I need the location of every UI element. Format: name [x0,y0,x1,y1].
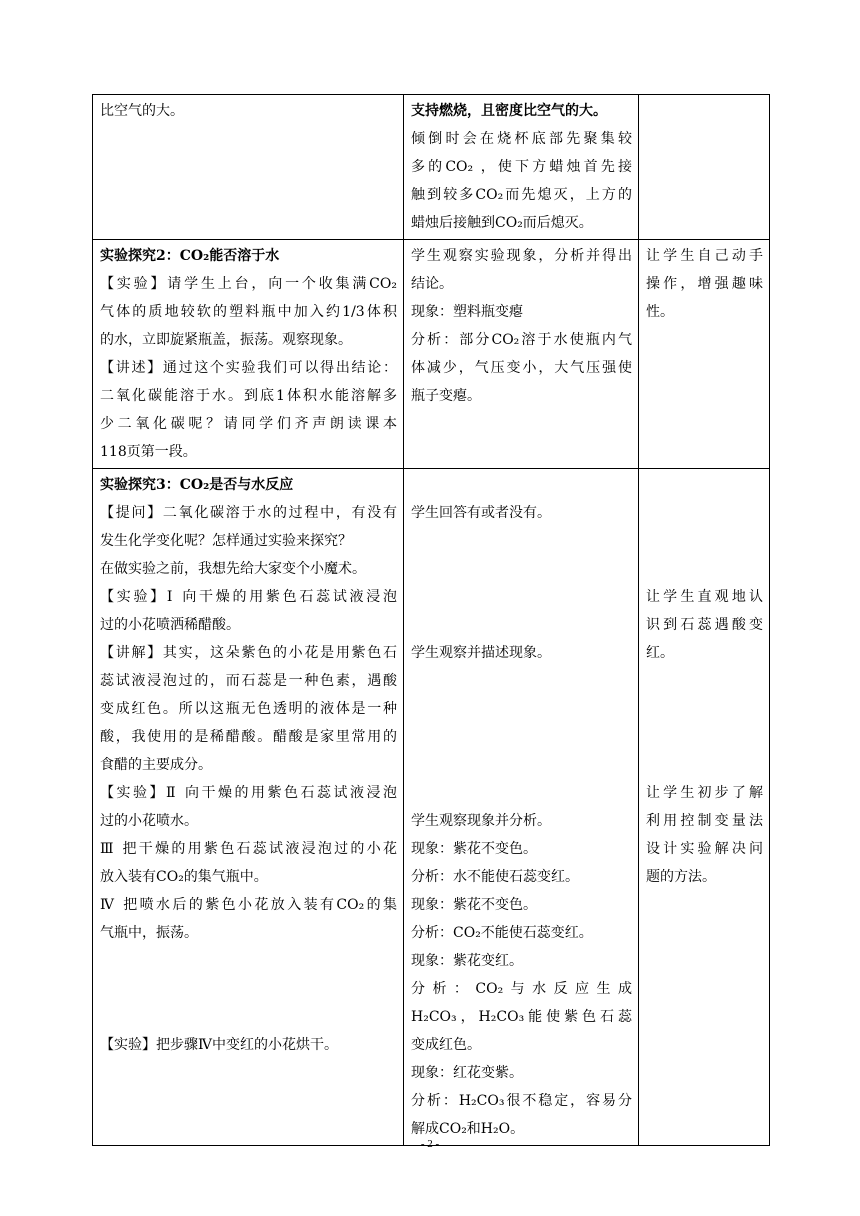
text-line: 让学生初步了解 [646,785,763,801]
spacer [646,555,763,583]
spacer [646,667,763,695]
text-line: 【实验】Ⅰ 向干燥的用紫色石蕊试液浸泡 [100,589,397,605]
student-activity-cell [404,469,639,1146]
text-line: 现象：紫花不变色。 [411,841,537,857]
text-line: 学生观察实验现象，分析并得出 [411,248,632,264]
teacher-activity-cell [93,95,404,240]
text-line: 过的小花喷洒稀醋酸。 [100,617,240,633]
text-line: 让学生自己动手 [646,248,763,264]
text-line: 气瓶中，振荡。 [100,925,198,941]
text-line: 二氧化碳能溶于水。到底1体积水能溶解多 [100,388,397,404]
page-number: - 2 - [420,1138,440,1150]
spacer [646,723,763,751]
text-line: 体减少，气压变小，大气压强使 [411,360,632,376]
text-line: 【提问】二氧化碳溶于水的过程中，有没有 [100,505,397,521]
text-line: 在做实验之前，我想先给大家变个小魔术。 [100,561,366,577]
text-line: 性。 [646,304,674,320]
spacer [411,751,632,779]
text-line: Ⅳ 把喷水后的紫色小花放入装有CO₂的集 [100,897,397,913]
spacer [411,723,632,751]
spacer [411,471,632,499]
teacher-activity-cell [93,469,404,1146]
text-line: 红。 [646,645,674,661]
text-line: 现象：紫花不变色。 [411,897,537,913]
text-line: 过的小花喷水。 [100,813,198,829]
text-line: 分析：H₂CO₃很不稳定，容易分 [411,1093,632,1109]
spacer [646,695,763,723]
text-line: 放入装有CO₂的集气瓶中。 [100,869,268,885]
text-line: 学生观察现象并分析。 [411,813,551,829]
text-line: 支持燃烧，且密度比空气的大。 [411,103,607,119]
text-line: 分析：水不能使石蕊变红。 [411,869,579,885]
spacer [411,779,632,807]
spacer [411,555,632,583]
section-heading: 实验探究3：CO₂是否与水反应 [100,477,294,493]
teacher-activity-cell [93,240,404,469]
text-line: 变成红色。 [411,1037,481,1053]
text-line: 118页第一段。 [100,444,197,460]
section-heading: 实验探究2：CO₂能否溶于水 [100,248,280,264]
text-line: 学生观察并描述现象。 [411,645,551,661]
lesson-plan-table [92,94,770,1146]
text-line: 发生化学变化呢？怎样通过实验来探究？ [100,533,352,549]
spacer [100,975,397,1003]
text-line: 酸，我使用的是稀醋酸。醋酸是家里常用的 [100,729,397,745]
text-line: 蕊试液浸泡过的，而石蕊是一种色素，遇酸 [100,673,397,689]
spacer [100,947,397,975]
text-line: 【讲解】其实，这朵紫色的小花是用紫色石 [100,645,397,661]
table-row [93,95,770,240]
text-line: 瓶子变瘪。 [411,388,481,404]
text-line: 学生回答有或者没有。 [411,505,551,521]
text-line: 利用控制变量法 [646,813,763,829]
text-line: 识到石蕊遇酸变 [646,617,763,633]
design-intent-cell [639,95,770,240]
spacer [411,667,632,695]
text-line: 解成CO₂和H₂O。 [411,1121,525,1137]
text-line: 【讲述】通过这个实验我们可以得出结论： [100,360,397,376]
text-line: 食醋的主要成分。 [100,757,212,773]
text-line: 让学生直观地认 [646,589,763,605]
text-line: 分析：CO₂与水反应生成 [411,981,632,997]
text-line: 多的CO₂ ，使下方蜡烛首先接 [411,159,632,175]
spacer [411,695,632,723]
text-line: Ⅲ 把干燥的用紫色石蕊试液浸泡过的小花 [100,841,397,857]
spacer [646,499,763,527]
text-line: 现象：红花变紫。 [411,1065,523,1081]
student-activity-cell [404,95,639,240]
table-row [93,469,770,1146]
text-line: 触到较多CO₂而先熄灭，上方的 [411,187,632,203]
student-activity-cell [404,240,639,469]
text-line: 的水，立即旋紧瓶盖，振荡。观察现象。 [100,332,352,348]
spacer [646,751,763,779]
spacer [646,471,763,499]
text-line: 设计实验解决问 [646,841,763,857]
text-line: 【实验】Ⅱ 向干燥的用紫色石蕊试液浸泡 [100,785,397,801]
spacer [646,527,763,555]
text-line: 气体的质地较软的塑料瓶中加入约1/3体积 [100,304,397,320]
text-line: 蜡烛后接触到CO₂而后熄灭。 [411,215,593,231]
text-line: 【实验】把步骤Ⅳ中变红的小花烘干。 [100,1037,338,1053]
text-line: 结论。 [411,276,453,292]
text-line: 【实验】请学生上台，向一个收集满CO₂ [100,276,397,292]
text-line: H₂CO₃，H₂CO₃能使紫色石蕊 [411,1009,632,1025]
design-intent-cell [639,240,770,469]
text-line: 现象：紫花变红。 [411,953,523,969]
design-intent-cell [639,469,770,1146]
text-line: 分析：部分CO₂溶于水使瓶内气 [411,332,632,348]
spacer [411,527,632,555]
text-line: 分析：CO₂不能使石蕊变红。 [411,925,593,941]
text-line: 题的方法。 [646,869,716,885]
text-line: 少二氧化碳呢？请同学们齐声朗读课本 [100,416,397,432]
text-line: 倾倒时会在烧杯底部先聚集较 [411,131,632,147]
spacer [411,583,632,611]
table-row [93,240,770,469]
spacer [100,1003,397,1031]
text-line: 变成红色。所以这瓶无色透明的液体是一种 [100,701,397,717]
text-line: 操作，增强趣味 [646,276,763,292]
spacer [411,611,632,639]
text-line: 现象：塑料瓶变瘪 [411,304,523,320]
text-line: 比空气的大。 [100,103,184,119]
